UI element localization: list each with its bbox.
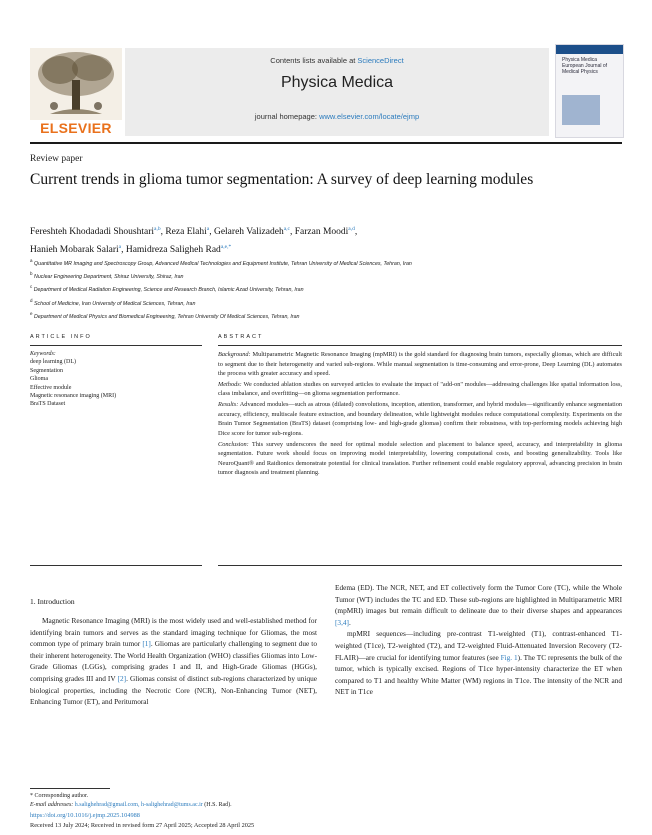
affiliation <box>30 309 590 322</box>
abstract-body <box>218 350 622 479</box>
sciencedirect-link[interactable]: ScienceDirect <box>357 56 404 65</box>
affiliation-text: Department of Medical Radiation Engineering, Science and Research Branch, Islamic Azad University, Tehran, Iran <box>33 287 304 294</box>
figure-link[interactable]: Fig. 1 <box>500 652 518 662</box>
email-line <box>30 801 590 810</box>
affiliation-marker: d <box>30 297 33 303</box>
abstract-section-text: Multiparametric Magnetic Resonance Imaging (mpMRI) is the gold standard for diagnosing brain tumors, especially gliomas, which are difficult to segment due to their heterogeneity and varied sub-regions. While manual segmentation is time-consuming and error-prone, Deep Learning (DL) automates the process with greater accuracy and speed. <box>218 351 623 377</box>
article-info-heading: ARTICLE INFO <box>30 334 92 340</box>
abstract-paragraph <box>218 350 622 379</box>
abstract-paragraph <box>218 440 622 478</box>
abstract-section-label: Conclusion: <box>218 440 249 448</box>
email-label: E-mail addresses: <box>30 802 74 808</box>
abstract-paragraph <box>218 380 622 399</box>
author[interactable] <box>165 227 214 237</box>
abstract-heading: ABSTRACT <box>218 334 264 340</box>
abstract-paragraph <box>218 400 622 438</box>
author[interactable] <box>30 245 126 255</box>
abstract-rule <box>218 345 622 346</box>
footnote-rule <box>30 788 110 789</box>
cover-image <box>562 95 600 125</box>
body-paragraph <box>30 615 317 708</box>
article-title: Current trends in glioma tumor segmentation: A survey of deep learning modules <box>30 171 534 188</box>
author-name[interactable]: Farzan Moodi <box>294 227 349 238</box>
paragraph-text: mpMRI sequences—including pre-contrast T1-weighted (T1), contrast-enhanced T1-weighted (T1ce), T2-weighted (T2), and T2-weighted Fluid-Attenuated Inversion Recovery (T2-FLAIR)—are crucial for identifying tumor features (see <box>335 629 622 662</box>
homepage-prefix: journal homepage: <box>254 112 317 121</box>
cover-band <box>556 45 623 54</box>
body-column-left <box>30 615 317 708</box>
paragraph-text: Magnetic Resonance Imaging (MRI) is the most widely used and well-established method for identifying brain tumors and serves as the standard imaging technique for Gliomas, the most common type of primary brain tumor <box>30 616 317 649</box>
author-separator: , <box>354 227 358 238</box>
doi-link[interactable]: https://doi.org/10.1016/j.ejmp.2025.104988 <box>30 812 140 819</box>
body-paragraph <box>335 582 622 628</box>
paragraph-text: ). The TC represents the bulk of the tumor, which is typically excised. Regions of T1ce hyper-intensity characterize the ET when compared to T1 and healthy White Matter (WM) regions in T1ce. The intensity of the NCR and NET in T1ce <box>335 652 622 697</box>
abstract-section-label: Methods: <box>218 380 242 388</box>
article-info-bottom-rule <box>30 565 202 566</box>
author-name[interactable]: Gelareh Valizadeh <box>213 227 284 238</box>
citation-link[interactable]: [2] <box>117 673 127 683</box>
email-suffix: (H.S. Rad). <box>202 802 232 808</box>
affiliation-marker: b <box>30 271 33 277</box>
author-separator: , <box>160 227 166 238</box>
author-affiliation-marker[interactable]: a,b <box>154 226 161 232</box>
author-name[interactable]: Hanieh Mobarak Salari <box>30 245 119 256</box>
paragraph-text: . Gliomas consist of distinct sub-regions characterized by unique biological properties, including the Necrotic Core (NCR), Non-Enhancing Tumor (NET), Enhancing Tumor (ET), and Peritumoral <box>30 673 317 707</box>
keyword[interactable]: deep learning (DL) <box>30 359 76 366</box>
affiliation-list <box>30 256 590 322</box>
affiliation-marker: e <box>30 310 33 316</box>
affiliation-marker: a <box>30 258 33 263</box>
author[interactable] <box>30 227 165 237</box>
contents-line <box>125 56 549 65</box>
keywords-label: Keywords: <box>30 351 56 357</box>
affiliation-text: School of Medicine, Iran University of Medical Sciences, Tehran, Iran <box>34 300 196 307</box>
affiliation <box>30 282 590 295</box>
author[interactable] <box>214 227 295 237</box>
paragraph-text: . Gliomas are particularly challenging to segment due to their inherent heterogeneity. The World Health Organization (WHO) classifies Gliomas into Low-Grade Gliomas (LGGs), comprising grades I and II, and High-Grade Gliomas (HGGs), comprising grades III and IV <box>30 639 317 683</box>
article-type: Review paper <box>30 154 83 164</box>
author-affiliation-marker[interactable]: a,d <box>348 226 355 232</box>
author-affiliation-marker[interactable]: a,e,* <box>220 244 232 251</box>
corresponding-author-note: * Corresponding author. <box>30 793 89 799</box>
elsevier-tree-icon <box>30 48 122 120</box>
author-name[interactable]: Fereshteh Khodadadi Shoushtari <box>30 227 155 238</box>
abstract-section-label: Results: <box>218 401 239 409</box>
affiliation-text: Nuclear Engineering Department, Shiraz University, Shiraz, Iran <box>34 273 184 280</box>
journal-info-box <box>125 48 549 136</box>
author[interactable] <box>295 227 358 237</box>
affiliation-text: Quantitative MR Imaging and Spectroscopy Group, Advanced Medical Technologies and Equipment Institute, Tehran University of Medical Sciences, Tehran, Iran <box>34 260 412 267</box>
keyword[interactable]: Glioma <box>30 376 48 383</box>
journal-cover-thumbnail[interactable] <box>555 44 624 138</box>
keyword[interactable]: Segmentation <box>30 367 63 374</box>
author[interactable] <box>126 245 231 255</box>
contents-prefix: Contents lists available at <box>270 56 356 65</box>
abstract-section-text: This survey underscores the need for optimal module selection and placement to balance speed, accuracy, and interpretability in glioma segmentation. Future work should focus on improving model interpretability, lowering computational costs, and boosting generalizability. Tools like NeuroQuant® and Raidionics demonstrate potential for clinical translation. Further refinement could enable regulatory approval, advancing precision in brain tumor diagnosis and treatment planning. <box>218 440 623 477</box>
journal-homepage-link[interactable]: www.elsevier.com/locate/ejmp <box>319 112 420 121</box>
affiliation <box>30 269 590 282</box>
author-affiliation-marker[interactable]: a <box>118 244 122 251</box>
keyword-list <box>30 358 200 408</box>
paragraph-text: . <box>348 617 351 627</box>
journal-header <box>30 48 622 144</box>
abstract-section-text: Advanced modules—such as atrous (dilated) convolutions, inception, attention, transformer, and hybrid modules—significantly enhance segmentation accuracy, efficiency, multiscale feature extraction, and boundary delineation, while lightweight modules reduce computational complexity. Experiments on the Brain Tumor Segmentation (BraTS) dataset (comprising low- and high-grade gliomas) confirm their robustness, with top-performing models achieving high Dice score for tumor sub-regions. <box>218 401 622 437</box>
section-heading-introduction: 1. Introduction <box>30 597 75 606</box>
keyword[interactable]: Effective module <box>30 384 72 391</box>
homepage-line <box>125 112 549 121</box>
elsevier-logo[interactable] <box>30 48 122 136</box>
keywords-block <box>30 350 200 409</box>
elsevier-wordmark: ELSEVIER <box>40 120 112 136</box>
affiliation-marker: c <box>30 284 33 290</box>
body-column-right <box>335 582 622 698</box>
abstract-section-text: We conducted ablation studies on surveyed articles to evaluate the impact of "add-on" modules—addressing challenges like spatial information loss, class imbalance, and overfitting—on glioma segmentation performance. <box>218 380 622 398</box>
citation-link[interactable]: [3,4] <box>335 617 349 627</box>
author-list <box>30 222 590 258</box>
abstract-section-label: Background: <box>218 351 251 358</box>
author-affiliation-marker[interactable]: a,c <box>283 226 290 232</box>
keyword[interactable]: Magnetic resonance imaging (MRI) <box>30 393 117 400</box>
email-links[interactable]: h.salighehrad@gmail.com, h-salighehrad@tums.ac.ir <box>74 802 203 808</box>
body-paragraph <box>335 628 622 698</box>
affiliation <box>30 256 590 269</box>
author-name[interactable]: Reza Elahi <box>165 227 207 238</box>
author-separator: , <box>209 227 214 238</box>
abstract-bottom-rule <box>218 565 622 566</box>
affiliation <box>30 296 590 309</box>
cover-title: Physica Medica European Journal of Medical Physics <box>562 57 608 75</box>
header-divider <box>30 142 622 144</box>
journal-title: Physica Medica <box>280 74 394 91</box>
author-affiliation-marker[interactable]: a <box>206 226 210 232</box>
affiliation-text: Department of Medical Physics and Biomedical Engineering, Tehran University Of Medical Sciences, Tehran, Iran <box>34 313 300 320</box>
paragraph-text: Edema (ED). The NCR, NET, and ET collectively form the Tumor Core (TC), while the Whole Tumor (WT) includes the TC and ED. These sub-regions are highlighted in Multiparametric MRI (mpMRI) images but remain difficult to delineate due to their diverse shapes and appearances <box>335 583 622 616</box>
author-separator: , <box>121 245 126 256</box>
keyword[interactable]: BraTS Dataset <box>30 401 66 408</box>
article-info-rule <box>30 345 202 346</box>
received-dates: Received 13 July 2024; Received in revised form 27 April 2025; Accepted 28 April 2025 <box>30 822 255 829</box>
author-name[interactable]: Hamidreza Saligheh Rad <box>125 245 221 256</box>
footnotes <box>30 792 590 810</box>
citation-link[interactable]: [1] <box>142 639 151 649</box>
author-separator: , <box>289 227 295 238</box>
